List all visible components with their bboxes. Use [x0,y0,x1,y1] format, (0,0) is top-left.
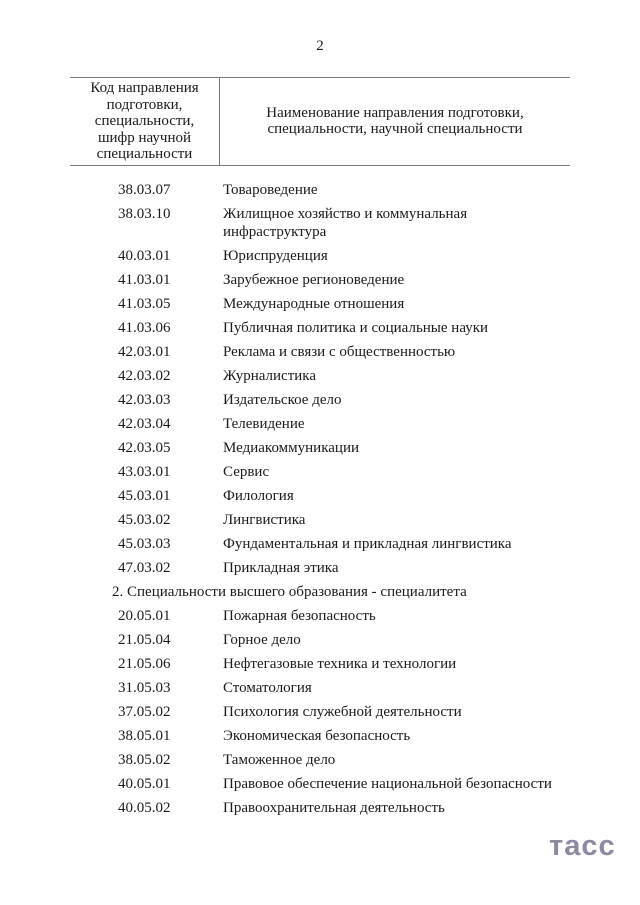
table-row [70,535,570,553]
row-code: 38.05.02 [118,751,171,768]
row-code: 45.03.01 [118,487,171,504]
row-code: 21.05.06 [118,655,171,672]
row-code: 38.05.01 [118,727,171,744]
table-row [70,439,570,457]
row-name: Товароведение [223,181,318,198]
row-name: Журналистика [223,367,316,384]
tass-watermark-logo: тасс [549,830,616,862]
table-row [70,181,570,199]
row-code: 41.03.01 [118,271,171,288]
row-name: Зарубежное регионоведение [223,271,405,288]
row-name: Жилищное хозяйство и коммунальная инфраструктура [223,205,468,240]
row-name: Лингвистика [223,511,306,528]
row-code: 41.03.05 [118,295,171,312]
section-heading: 2. Специальности высшего образования - специалитета [112,583,467,600]
row-code: 37.05.02 [118,703,171,720]
page-number: 2 [316,38,324,54]
row-name: Стоматология [223,679,312,696]
table-row [70,247,570,265]
row-name: Нефтегазовые техника и технологии [223,655,457,672]
row-name: Филология [223,487,294,504]
table-header-name-column: Наименование направления подготовки, специальности, научной специальности [266,104,524,138]
row-code: 40.05.01 [118,775,171,792]
row-name: Прикладная этика [223,559,339,576]
table-row [70,727,570,745]
row-name: Публичная политика и социальные науки [223,319,489,336]
table-row [70,655,570,673]
row-code: 45.03.02 [118,511,171,528]
row-code: 42.03.02 [118,367,171,384]
row-code: 42.03.03 [118,391,171,408]
row-name: Юриспруденция [223,247,328,264]
row-name: Международные отношения [223,295,405,312]
row-code: 43.03.01 [118,463,171,480]
row-name: Телевидение [223,415,305,432]
table-row [70,205,570,241]
table-row [70,343,570,361]
table-row [70,367,570,385]
row-name: Экономическая безопасность [223,727,411,744]
row-name: Правовое обеспечение национальной безопасности [223,775,552,792]
row-code: 20.05.01 [118,607,171,624]
row-name: Горное дело [223,631,301,648]
row-code: 45.03.03 [118,535,171,552]
row-code: 31.05.03 [118,679,171,696]
row-code: 47.03.02 [118,559,171,576]
row-name: Фундаментальная и прикладная лингвистика [223,535,512,552]
table-header-code-column: Код направления подготовки, специальности, шифр научной специальности [70,78,220,165]
table-row [70,319,570,337]
row-code: 41.03.06 [118,319,171,336]
row-code: 38.03.07 [118,181,171,198]
row-name: Таможенное дело [223,751,336,768]
table-row [70,295,570,313]
row-name: Реклама и связи с общественностью [223,343,456,360]
row-name: Сервис [223,463,270,480]
row-code: 42.03.05 [118,439,171,456]
table-row [70,631,570,649]
row-code: 40.03.01 [118,247,171,264]
table-row [70,751,570,769]
table-row [70,775,570,793]
table-row [70,271,570,289]
row-name: Издательское дело [223,391,342,408]
table-row [70,391,570,409]
row-name: Медиакоммуникации [223,439,359,456]
row-code: 21.05.04 [118,631,171,648]
table-header [70,77,570,166]
table-row [70,607,570,625]
row-code: 42.03.04 [118,415,171,432]
table-row [70,679,570,697]
specialties-table [70,77,570,823]
table-row [70,463,570,481]
table-row [70,799,570,817]
table-row [70,559,570,577]
table-row [70,511,570,529]
table-row [70,703,570,721]
row-name: Пожарная безопасность [223,607,376,624]
table-row [70,415,570,433]
table-body [70,181,570,817]
row-name: Психология служебной деятельности [223,703,462,720]
row-code: 38.03.10 [118,205,171,222]
row-name: Правоохранительная деятельность [223,799,445,816]
table-row [70,487,570,505]
row-code: 40.05.02 [118,799,171,816]
row-code: 42.03.01 [118,343,171,360]
